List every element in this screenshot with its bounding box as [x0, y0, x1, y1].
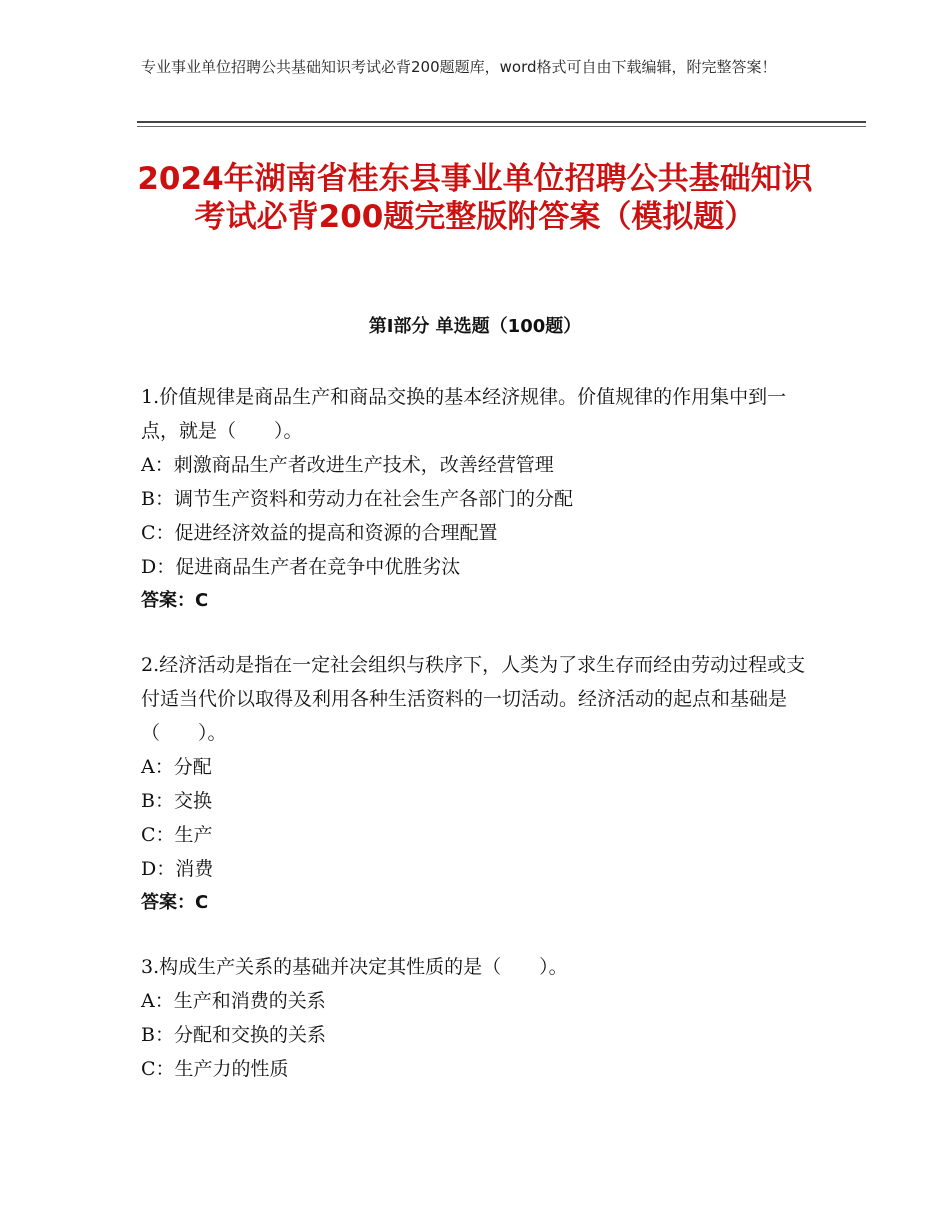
- answer: 答案：C: [141, 892, 209, 913]
- section-title: 第I部分 单选题（100题）: [368, 316, 582, 337]
- question-stem: 1.价值规律是商品生产和商品交换的基本经济规律。价值规律的作用集中到一点，就是（ ）。: [141, 386, 787, 442]
- document-title: 2024年湖南省桂东县事业单位招聘公共基础知识考试必背200题完整版附答案（模拟题）: [137, 161, 813, 235]
- option-a: A：分配: [141, 756, 212, 778]
- question-1: [141, 380, 806, 618]
- option-d: D：消费: [141, 858, 214, 880]
- header-note: 专业事业单位招聘公共基础知识考试必背200题题库，word格式可自由下载编辑，附完整答案！: [141, 58, 777, 76]
- header-rule-thick: [137, 121, 866, 123]
- option-c: C：生产力的性质: [141, 1058, 289, 1080]
- question-stem: 2.经济活动是指在一定社会组织与秩序下，人类为了求生存而经由劳动过程或支付适当代价以取得及利用各种生活资料的一切活动。经济活动的起点和基础是（ ）。: [141, 654, 806, 744]
- answer: 答案：C: [141, 590, 209, 611]
- question-list: [141, 380, 806, 1116]
- option-b: B：交换: [141, 790, 212, 812]
- option-a: A：生产和消费的关系: [141, 990, 326, 1012]
- question-2: [141, 648, 806, 920]
- option-a: A：刺激商品生产者改进生产技术，改善经营管理: [141, 454, 554, 476]
- option-d: D：促进商品生产者在竞争中优胜劣汰: [141, 556, 461, 578]
- option-c: C：促进经济效益的提高和资源的合理配置: [141, 522, 498, 544]
- option-c: C：生产: [141, 824, 213, 846]
- option-b: B：调节生产资料和劳动力在社会生产各部门的分配: [141, 488, 573, 510]
- header-rule-thin: [137, 126, 866, 127]
- question-3: [141, 950, 806, 1086]
- option-b: B：分配和交换的关系: [141, 1024, 326, 1046]
- question-stem: 3.构成生产关系的基础并决定其性质的是（ ）。: [141, 956, 568, 978]
